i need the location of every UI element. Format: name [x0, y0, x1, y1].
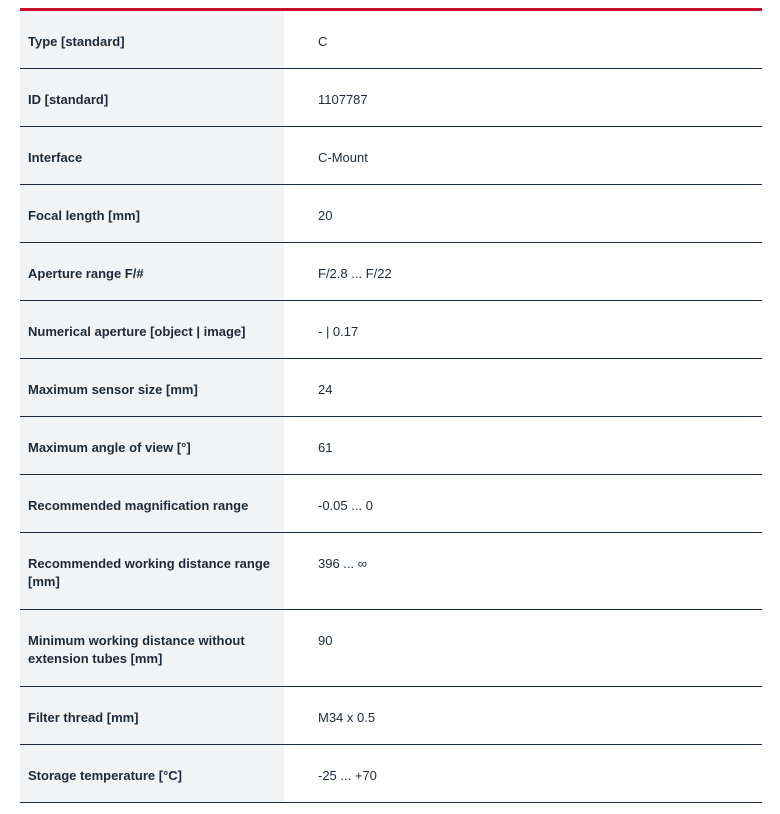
spec-value: -0.05 ... 0	[318, 498, 373, 513]
spec-row-type	[20, 11, 762, 69]
spec-row-filter-thread	[20, 687, 762, 745]
spec-table	[20, 8, 762, 803]
spec-label: Maximum angle of view [°]	[20, 417, 286, 474]
spec-value: 20	[318, 208, 333, 223]
spec-value: 24	[318, 382, 333, 397]
spec-value: 396 ... ∞	[318, 556, 368, 571]
spec-row-focal-length	[20, 185, 762, 243]
spec-label: Type [standard]	[20, 11, 286, 68]
spec-row-max-angle-of-view	[20, 417, 762, 475]
spec-row-aperture-range	[20, 243, 762, 301]
spec-value: 90	[318, 633, 333, 648]
spec-label: Recommended magnification range	[20, 475, 286, 532]
spec-label: Filter thread [mm]	[20, 687, 286, 744]
spec-label: Storage temperature [°C]	[20, 745, 286, 802]
spec-value: F/2.8 ... F/22	[318, 266, 392, 281]
spec-value: 1107787	[318, 92, 368, 107]
spec-value: C-Mount	[318, 150, 368, 165]
spec-row-min-working-distance	[20, 610, 762, 687]
spec-label: Minimum working distance without extension tubes [mm]	[20, 610, 286, 686]
spec-label: Focal length [mm]	[20, 185, 286, 242]
spec-label: Maximum sensor size [mm]	[20, 359, 286, 416]
spec-value: M34 x 0.5	[318, 710, 376, 725]
spec-value: C	[318, 34, 328, 49]
spec-row-id	[20, 69, 762, 127]
spec-row-numerical-aperture	[20, 301, 762, 359]
spec-row-interface	[20, 127, 762, 185]
spec-row-magnification-range	[20, 475, 762, 533]
spec-value: - | 0.17	[318, 324, 359, 339]
spec-label: Aperture range F/#	[20, 243, 286, 300]
spec-row-max-sensor-size	[20, 359, 762, 417]
spec-row-storage-temperature	[20, 745, 762, 803]
spec-label: Numerical aperture [object | image]	[20, 301, 286, 358]
spec-label: Recommended working distance range [mm]	[20, 533, 286, 609]
spec-row-working-distance	[20, 533, 762, 610]
spec-label: Interface	[20, 127, 286, 184]
spec-value: -25 ... +70	[318, 768, 377, 783]
spec-value: 61	[318, 440, 333, 455]
spec-label: ID [standard]	[20, 69, 286, 126]
